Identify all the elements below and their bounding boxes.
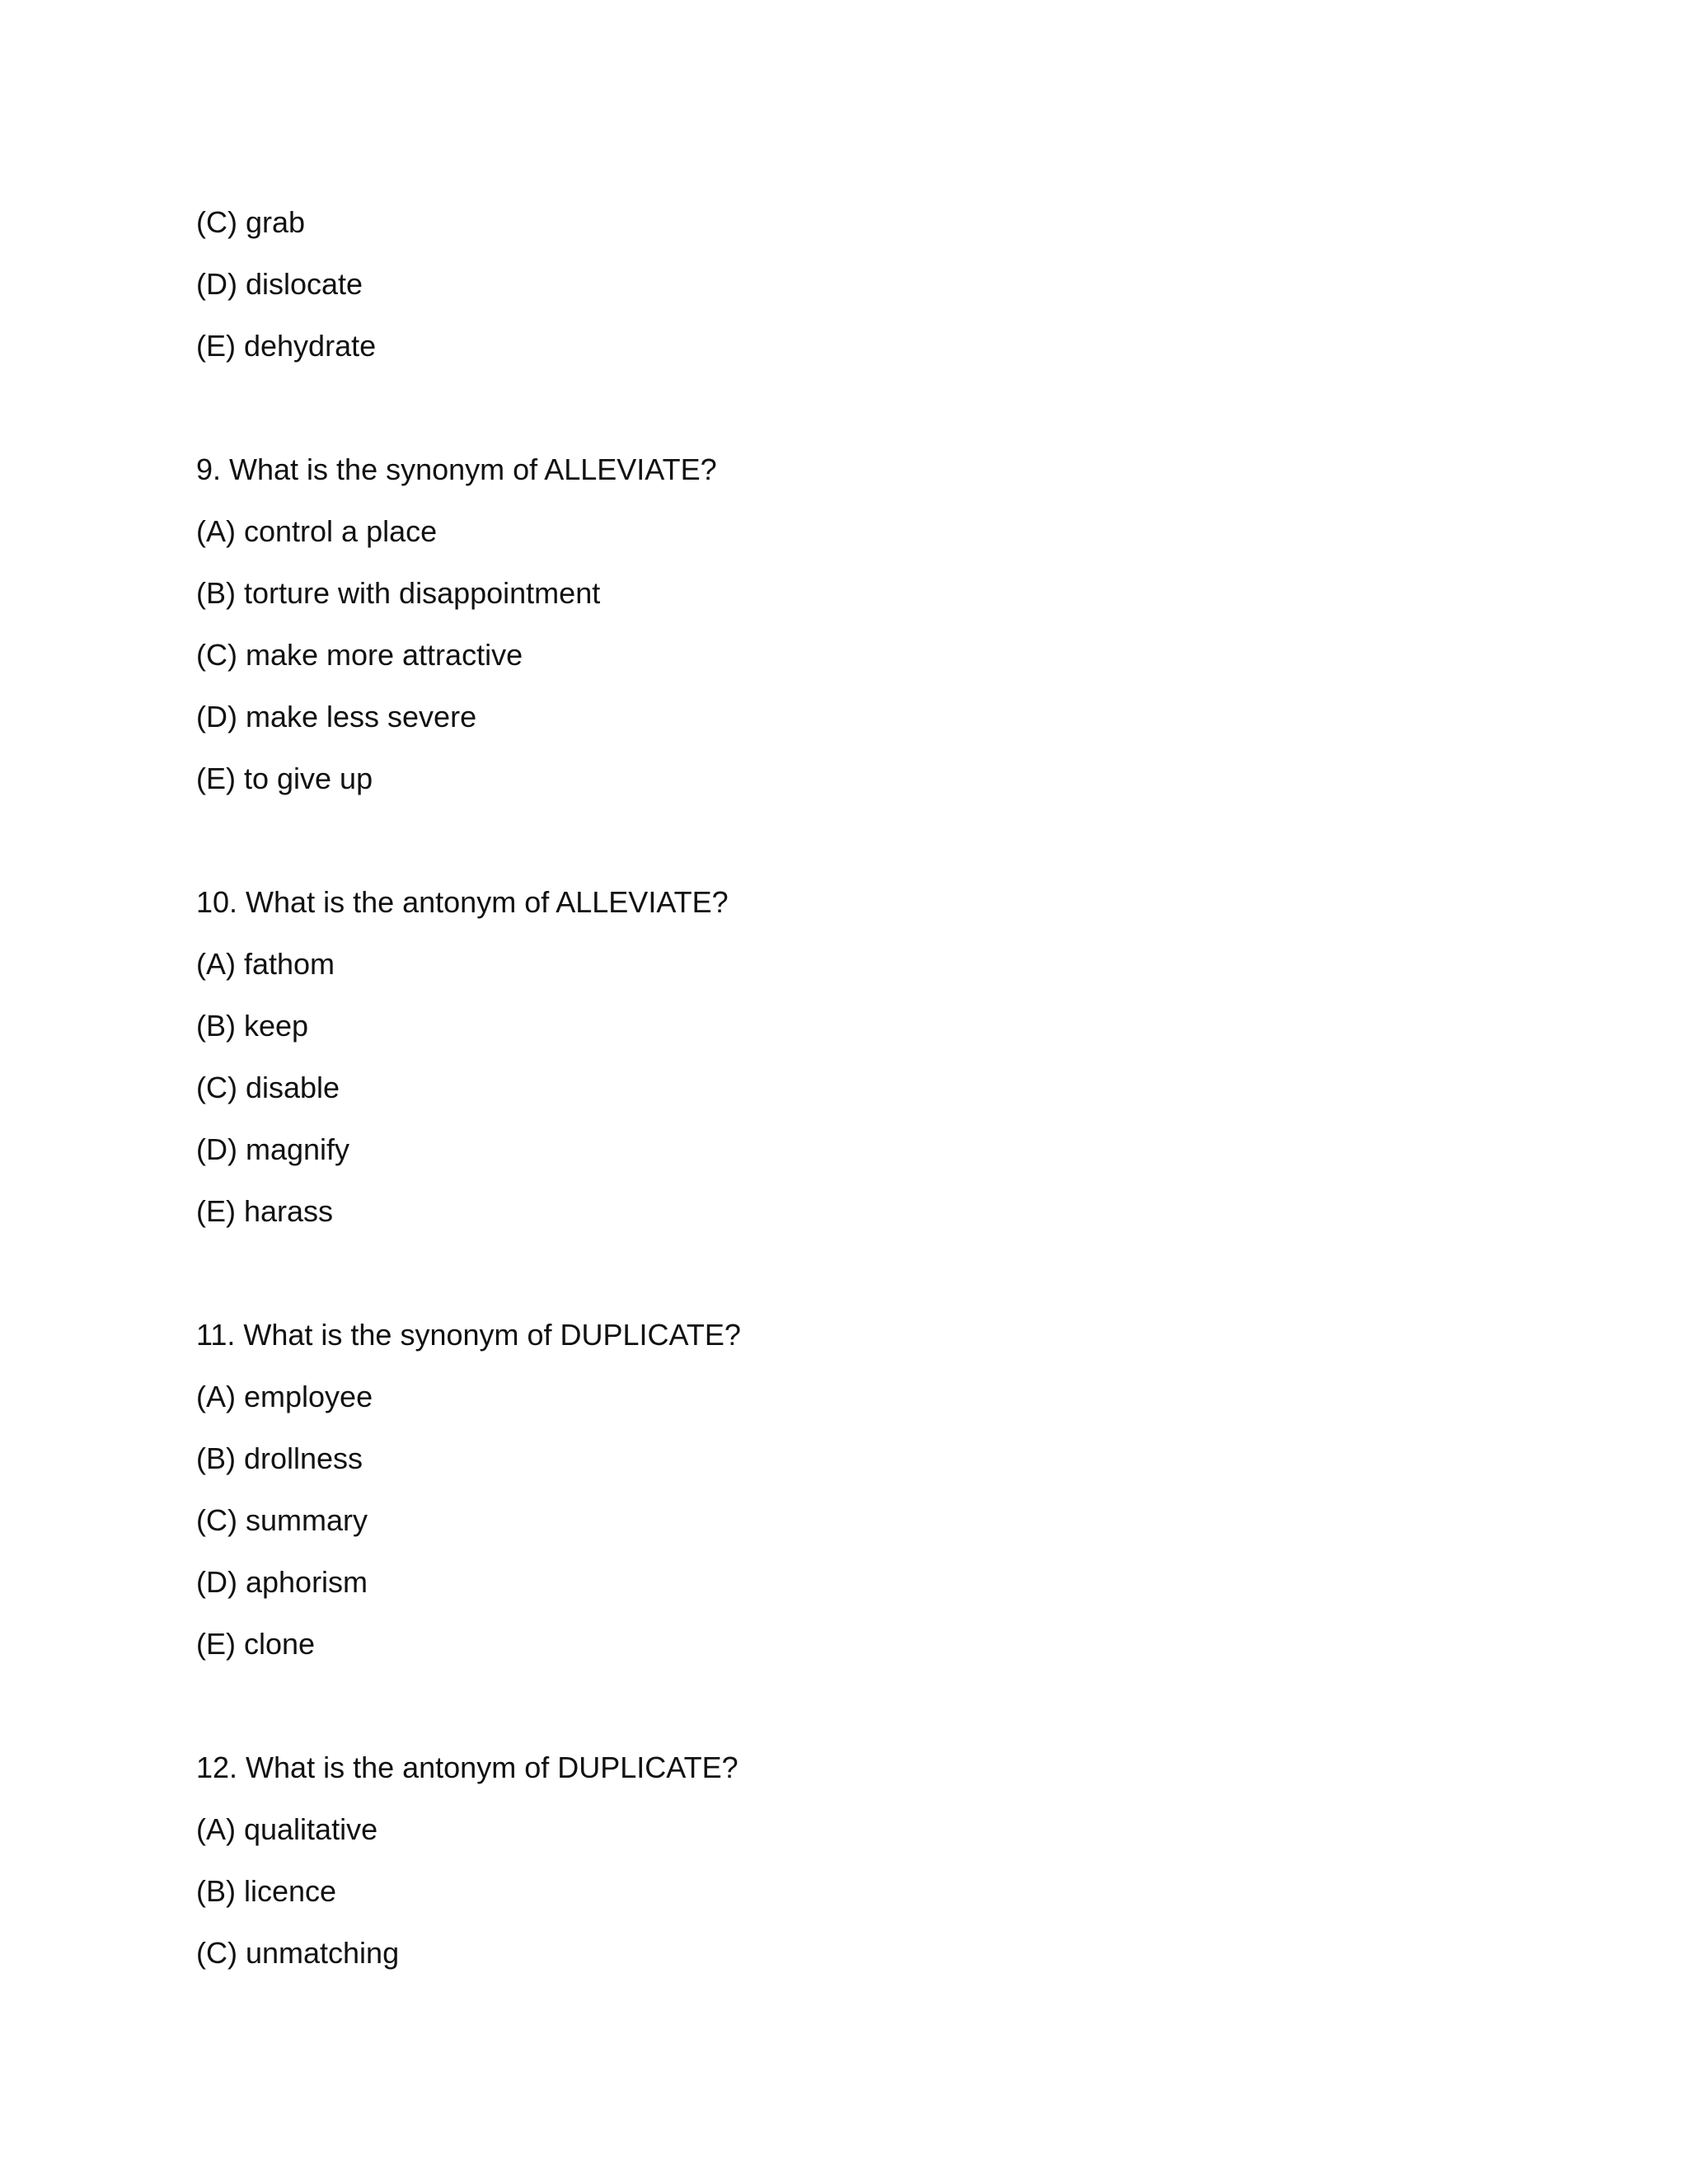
question-prompt: 12. What is the antonym of DUPLICATE?	[196, 1750, 738, 1784]
option-line: (D) aphorism	[196, 1565, 368, 1599]
question-10	[196, 871, 1515, 1242]
option-line: (E) clone	[196, 1627, 316, 1661]
question-prompt: 9. What is the synonym of ALLEVIATE?	[196, 452, 717, 486]
option-line: (B) torture with disappointment	[196, 576, 601, 610]
option-line: (D) dislocate	[196, 267, 363, 301]
question-9	[196, 438, 1515, 809]
option-line: (B) licence	[196, 1874, 337, 1908]
spacer	[196, 377, 1515, 438]
option-line: (C) unmatching	[196, 1936, 400, 1970]
option-line: (D) make less severe	[196, 700, 477, 733]
option-line: (B) drollness	[196, 1441, 363, 1475]
continued-options	[196, 191, 1515, 377]
option-line: (A) fathom	[196, 947, 335, 981]
spacer	[196, 809, 1515, 871]
option-line: (A) employee	[196, 1380, 373, 1413]
option-line: (D) magnify	[196, 1132, 350, 1166]
spacer	[196, 1242, 1515, 1304]
option-line: (C) disable	[196, 1071, 340, 1104]
option-line: (C) grab	[196, 205, 306, 239]
option-line: (A) qualitative	[196, 1812, 378, 1846]
question-prompt: 11. What is the synonym of DUPLICATE?	[196, 1318, 741, 1352]
option-line: (B) keep	[196, 1009, 309, 1043]
question-11	[196, 1304, 1515, 1675]
option-line: (E) harass	[196, 1194, 334, 1228]
option-line: (C) make more attractive	[196, 638, 523, 672]
spacer	[196, 1675, 1515, 1736]
option-line: (E) to give up	[196, 762, 373, 795]
option-line: (E) dehydrate	[196, 329, 377, 363]
option-line: (A) control a place	[196, 514, 438, 548]
question-list	[196, 191, 1515, 1984]
question-12	[196, 1736, 1515, 1984]
option-line: (C) summary	[196, 1503, 368, 1537]
question-prompt: 10. What is the antonym of ALLEVIATE?	[196, 885, 729, 919]
